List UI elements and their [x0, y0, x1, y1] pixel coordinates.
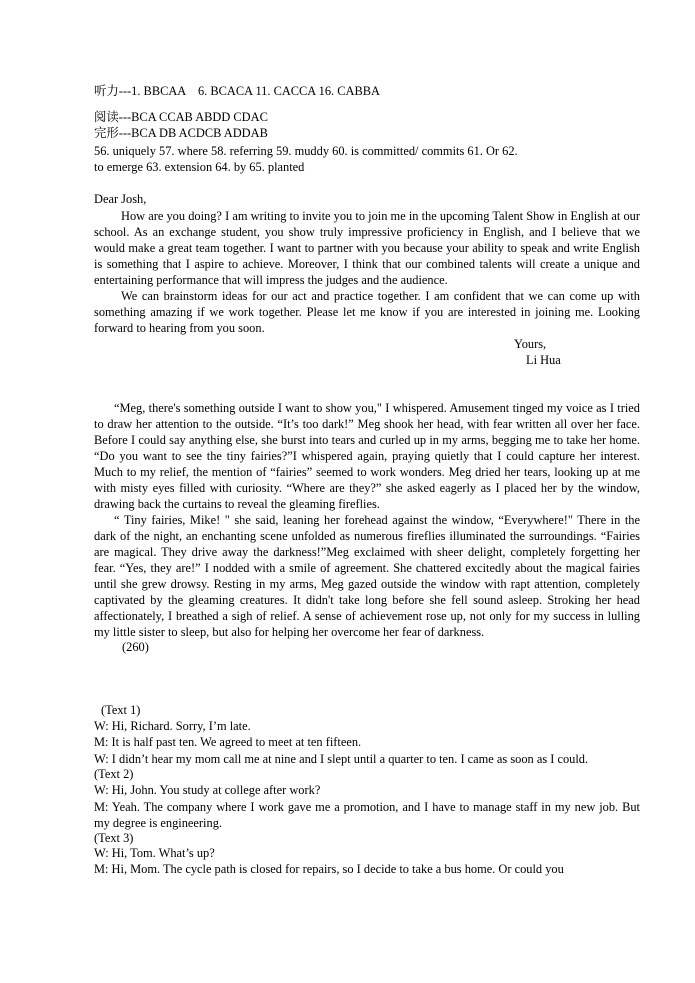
- dialogue-line: W: Hi, John. You study at college after work?: [94, 782, 321, 797]
- listening-answers: 听力---1. BBCAA 6. BCACA 11. CACCA 16. CABBA: [94, 84, 380, 98]
- story: [94, 400, 640, 656]
- dialogue-line: M: Yeah. The company where I work gave me a promotion, and I have to manage staff in my new job. But my degree is engineering.: [94, 799, 640, 830]
- listening-transcript: [94, 703, 640, 878]
- text-3-label: (Text 3): [94, 830, 134, 845]
- letter: [94, 192, 640, 368]
- text-1-label: (Text 1): [101, 703, 141, 717]
- grammar-answers-line-2: to emerge 63. extension 64. by 65. planted: [94, 160, 305, 174]
- dialogue-line: W: Hi, Tom. What’s up?: [94, 846, 215, 861]
- story-paragraph-1: “Meg, there's something outside I want to show you," I whispered. Amusement tinged my voice as I tried to draw her attention to the outside. “It’s too dark!” Meg shook her head, with fear written all over her face. Before I could say anything else, she burst into tears and curled up in my arms, begging me to take her home. “Do you want to see the tiny fairies?”I whispered again, praying quietly that I could capture her interest. Much to my relief, the mention of “fairies” seemed to work wonders. Meg dried her tears, looking up at me with misty eyes filled with curiosity. “Where are they?” she asked eagerly as I placed her by the window, drawing back the curtains to reveal the gleaming fireflies.: [94, 401, 640, 511]
- dialogue-line: W: Hi, Richard. Sorry, I’m late.: [94, 718, 251, 733]
- letter-paragraph-2: We can brainstorm ideas for our act and practice together. I am confident that we can come up with something amazing if we work together. Please let me know if you are interested in joining me. Looking forward to hearing from you soon.: [94, 288, 640, 335]
- letter-signature: Li Hua: [526, 352, 561, 367]
- story-paragraph-2: “ Tiny fairies, Mike! " she said, leaning her forehead against the window, “Everywhere!" There in the dark of the night, an enchanting scene unfolded as numerous fireflies illuminated the surroundings. “Fairies are magical. They drive away the darkness!”Meg exclaimed with sheer delight, completely forgetting her fear. “Yes, they are!” I nodded with a smile of agreement. She chattered excitedly about the magical fairies until she grew drowsy. Resting in my arms, Meg gazed outside the window with rapt attention, completely captivated by the gleaming creatures. It didn't take long before she fell sound asleep. Stroking her head affectionately, I breathed a sigh of relief. A sense of achievement rose up, not only for my success in lulling my little sister to sleep, but also for helping her overcome her fear of darkness.: [94, 513, 640, 639]
- letter-paragraph-1: How are you doing? I am writing to invite you to join me in the upcoming Talent Show in English at our school. As an exchange student, you show truly impressive proficiency in English, and I believe that we would make a great team together. I want to partner with you because your ability to speak and write English is something that I aspire to achieve. Moreover, I think that our combined talents will create a unique and entertaining performance that will impress the judges and the audience.: [94, 208, 640, 287]
- dialogue-line: M: Hi, Mom. The cycle path is closed for repairs, so I decide to take a bus home. Or could you: [94, 862, 564, 877]
- grammar-answers-line-1: 56. uniquely 57. where 58. referring 59. muddy 60. is committed/ commits 61. Or 62.: [94, 144, 518, 158]
- story-word-count: (260): [122, 640, 149, 654]
- dialogue-line: M: It is half past ten. We agreed to meet at ten fifteen.: [94, 734, 362, 749]
- letter-salutation: Dear Josh,: [94, 192, 147, 206]
- letter-closing: Yours,: [514, 336, 547, 351]
- cloze-answers: 完形---BCA DB ACDCB ADDAB: [94, 126, 268, 140]
- reading-answers: 阅读---BCA CCAB ABDD CDAC: [94, 110, 268, 124]
- dialogue-line: W: I didn’t hear my mom call me at nine and I slept until a quarter to ten. I came as soon as I could.: [94, 751, 589, 766]
- text-2-label: (Text 2): [94, 766, 134, 781]
